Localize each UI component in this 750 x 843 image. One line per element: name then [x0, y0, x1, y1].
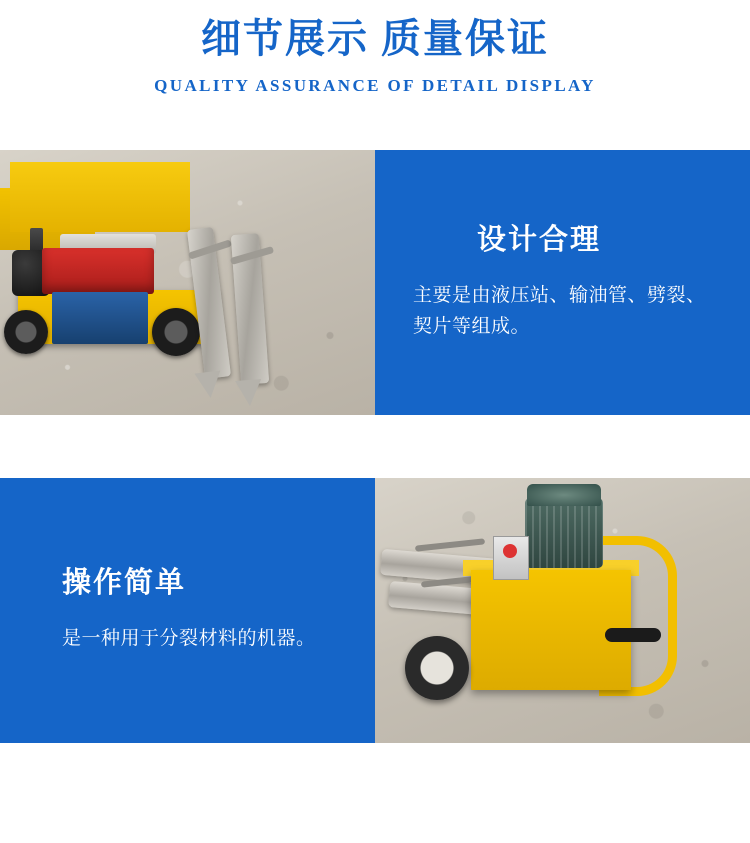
wheel-left	[4, 310, 48, 354]
feature-title-2: 操作简单	[62, 567, 187, 600]
splitter-wedge-1	[195, 371, 224, 400]
page-header	[0, 0, 750, 118]
feature-panel-2	[0, 478, 375, 743]
wheel-right	[152, 308, 200, 356]
diesel-engine-red	[42, 248, 154, 294]
feature-block-2	[0, 478, 750, 743]
feature-text-1: 主要是由液压站、输油管、劈裂、契片等组成。	[413, 284, 706, 337]
cart-grip	[605, 628, 661, 642]
cart-wheel	[405, 636, 469, 700]
feature-panel-1	[375, 150, 750, 415]
product-photo-1	[0, 150, 375, 415]
splitter-wedge-2	[235, 379, 263, 407]
control-box	[493, 536, 529, 580]
feature-text-2: 是一种用于分裂材料的机器。	[62, 628, 316, 650]
pump-body-blue	[52, 292, 148, 344]
feature-title-1: 设计合理	[477, 223, 602, 256]
page-subtitle: QUALITY ASSURANCE OF DETAIL DISPLAY	[154, 76, 596, 95]
page-title: 细节展示 质量保证	[201, 16, 549, 61]
motor-cooling-fins	[525, 498, 603, 568]
motor-fan-cover	[527, 484, 601, 506]
power-button-icon	[503, 544, 517, 558]
machine-deck	[10, 162, 190, 232]
product-photo-2	[375, 478, 750, 743]
feature-block-1	[0, 150, 750, 415]
